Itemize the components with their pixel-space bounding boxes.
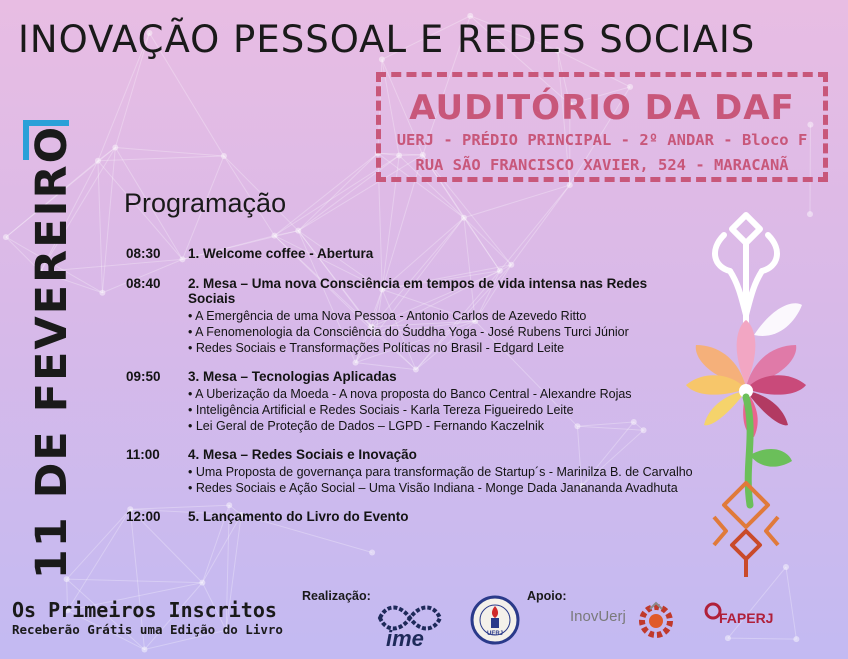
session-talk: • A Emergência de uma Nova Pessoa - Antonio Carlos de Azevedo Ritto (188, 308, 686, 324)
event-date: 11 DE FEVEREIRO (27, 124, 77, 580)
poster-title: INOVAÇÃO PESSOAL E REDES SOCIAIS (18, 18, 756, 61)
apoio-label: Apoio: (527, 589, 567, 603)
session-time: 08:30 (126, 246, 161, 261)
inovuerj-logo-text: InovUerj (570, 608, 626, 625)
session-talk: • Uma Proposta de governança para transformação de Startup´s - Marinilza B. de Carvalho (188, 464, 693, 480)
schedule-session (126, 509, 686, 526)
session-time: 12:00 (126, 509, 161, 524)
session-talk: • A Fenomenologia da Consciência do Śuddha Yoga - José Rubens Turci Júnior (188, 324, 686, 340)
uerj-seal-logo (470, 590, 520, 650)
venue-address-line-2: RUA SÃO FRANCISCO XAVIER, 524 - MARACANÃ (415, 156, 789, 174)
venue-address-line-1: UERJ - PRÉDIO PRINCIPAL - 2º ANDAR - Bloco F (396, 131, 808, 149)
session-title: 2. Mesa – Uma nova Consciência em tempos de vida intensa nas Redes Sociais (188, 276, 648, 306)
session-time: 09:50 (126, 369, 161, 384)
session-time: 08:40 (126, 276, 161, 291)
schedule-session (126, 447, 693, 496)
registration-note-line-1: Os Primeiros Inscritos (12, 598, 277, 622)
session-talk: • A Uberização da Moeda - A nova proposta do Banco Central - Alexandre Rojas (188, 386, 686, 402)
session-title: 4. Mesa – Redes Sociais e Inovação (188, 447, 417, 462)
faperj-logo-text: FAPERJ (719, 610, 774, 626)
ime-logo (372, 596, 448, 650)
venue-box (376, 72, 828, 182)
schedule-session (126, 369, 686, 434)
registration-note (12, 598, 283, 638)
inovuerj-logo (570, 608, 626, 625)
session-time: 11:00 (126, 447, 160, 462)
schedule-session (126, 276, 686, 356)
session-title: 5. Lançamento do Livro do Evento (188, 509, 409, 524)
program-heading: Programação (124, 188, 287, 218)
program-schedule (126, 246, 693, 526)
flower-illustration (684, 205, 808, 583)
ime-logo-text: ime (386, 626, 424, 650)
session-talk: • Inteligência Artificial e Redes Sociais - Karla Tereza Figueiredo Leite (188, 402, 686, 418)
session-title: 1. Welcome coffee - Abertura (188, 246, 374, 261)
session-title: 3. Mesa – Tecnologias Aplicadas (188, 369, 397, 384)
schedule-session (126, 246, 686, 263)
realizacao-label: Realização: (302, 589, 371, 603)
venue-name: AUDITÓRIO DA DAF (409, 88, 795, 128)
registration-note-line-2: Receberão Grátis uma Edição do Livro (12, 622, 283, 637)
session-talk: • Lei Geral de Proteção de Dados – LGPD - Fernando Kaczelnik (188, 418, 686, 434)
session-talk: • Redes Sociais e Ação Social – Uma Visão Indiana - Monge Dada Janananda Avadhuta (188, 480, 693, 496)
gear-icon (636, 601, 676, 641)
uerj-seal-text: UERJ (486, 631, 504, 637)
session-talk: • Redes Sociais e Transformações Políticas no Brasil - Edgard Leite (188, 340, 686, 356)
